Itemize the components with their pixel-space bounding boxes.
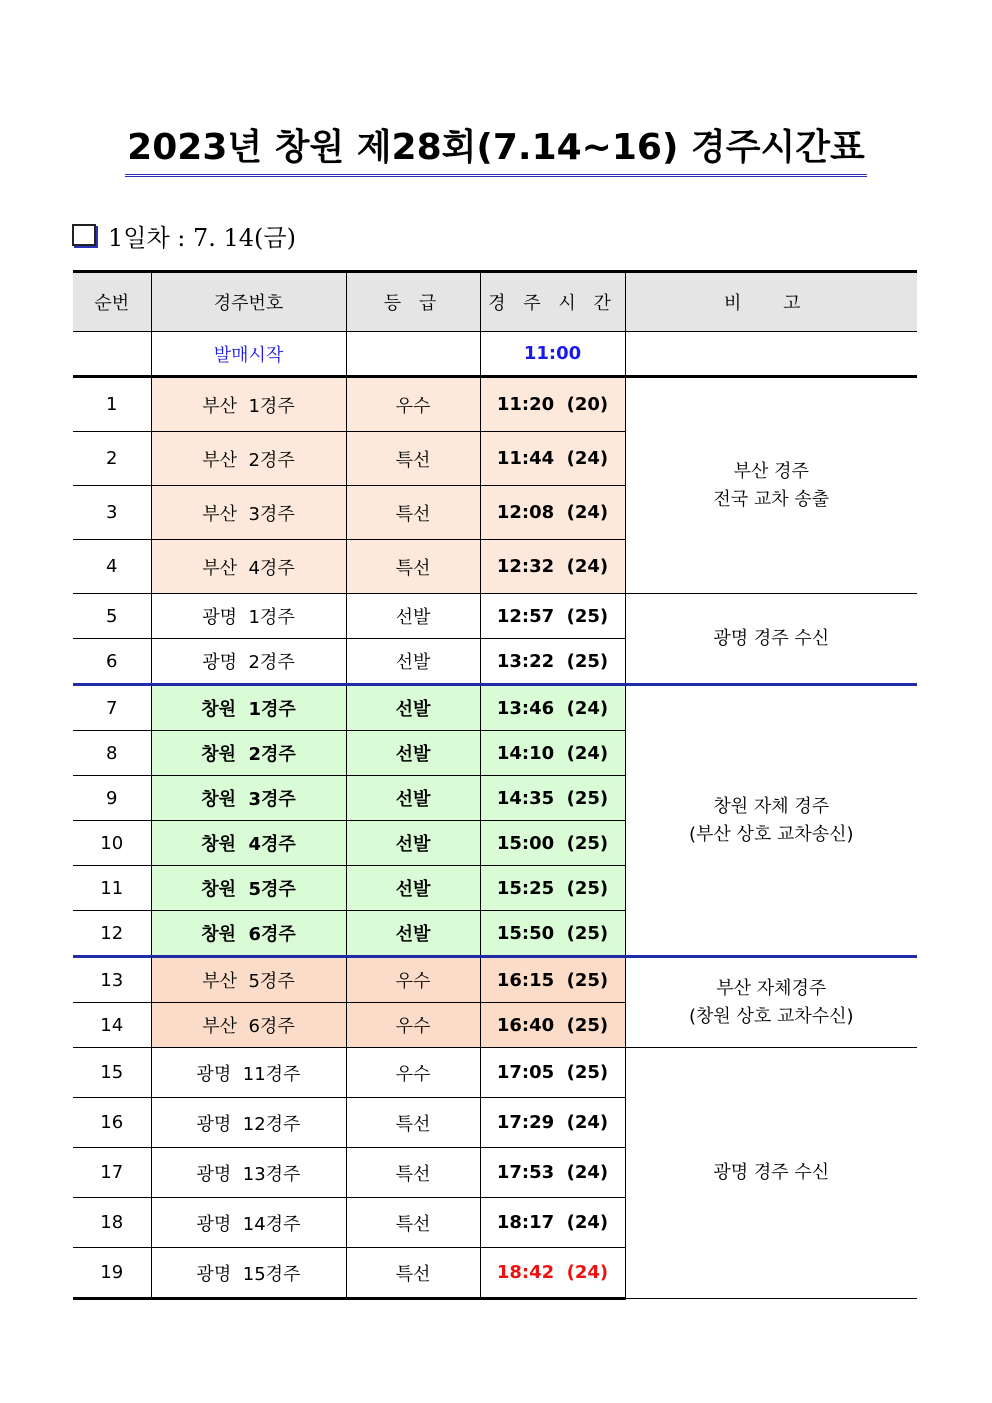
race-grade: 선발 (346, 731, 480, 776)
race-grade: 우수 (346, 377, 480, 432)
table-row (73, 685, 917, 731)
race-grade: 우수 (346, 1048, 480, 1098)
race-time: 17:53 (24) (480, 1148, 625, 1198)
race-grade: 선발 (346, 685, 480, 731)
race-grade: 우수 (346, 957, 480, 1003)
race-name: 창원 3경주 (151, 776, 346, 821)
header-race: 경주번호 (151, 272, 346, 332)
race-grade: 선발 (346, 594, 480, 639)
race-name: 부산 6경주 (151, 1003, 346, 1048)
race-name: 부산 1경주 (151, 377, 346, 432)
race-name: 창원 5경주 (151, 866, 346, 911)
race-name: 광명 2경주 (151, 639, 346, 685)
title-wrap (0, 124, 992, 177)
race-no: 3 (73, 486, 151, 540)
table-row (73, 594, 917, 639)
day-label: 1일차 : 7. 14(금) (108, 223, 296, 252)
race-no: 14 (73, 1003, 151, 1048)
race-name: 부산 3경주 (151, 486, 346, 540)
header-grade: 등 급 (346, 272, 480, 332)
sale-grade-cell (346, 332, 480, 377)
note-busan-self (625, 957, 917, 1048)
race-no: 11 (73, 866, 151, 911)
race-no: 17 (73, 1148, 151, 1198)
race-no: 6 (73, 639, 151, 685)
note-line: 창원 자체 경주 (713, 795, 830, 817)
race-time: 15:50 (25) (480, 911, 625, 957)
race-name: 광명 15경주 (151, 1248, 346, 1299)
race-time: 11:44 (24) (480, 432, 625, 486)
race-time: 13:22 (25) (480, 639, 625, 685)
race-time: 12:08 (24) (480, 486, 625, 540)
race-no: 1 (73, 377, 151, 432)
table-row (73, 377, 917, 432)
note-line: 전국 교차 송출 (713, 488, 830, 510)
sale-no-cell (73, 332, 151, 377)
race-time: 12:57 (25) (480, 594, 625, 639)
race-no: 10 (73, 821, 151, 866)
race-no: 16 (73, 1098, 151, 1148)
race-time: 14:10 (24) (480, 731, 625, 776)
page-title: 2023년 창원 제28회(7.14~16) 경주시간표 (125, 124, 867, 177)
race-name: 광명 13경주 (151, 1148, 346, 1198)
header-no: 순번 (73, 272, 151, 332)
note-gwangmyeong-a: 광명 경주 수신 (625, 594, 917, 685)
race-no: 7 (73, 685, 151, 731)
race-grade: 특선 (346, 1248, 480, 1299)
race-time-last: 18:42 (24) (480, 1248, 625, 1299)
race-no: 12 (73, 911, 151, 957)
note-changwon (625, 685, 917, 957)
race-time: 16:40 (25) (480, 1003, 625, 1048)
sale-start-label: 발매시작 (151, 332, 346, 377)
race-grade: 우수 (346, 1003, 480, 1048)
note-line: 부산 경주 (733, 460, 809, 482)
race-name: 광명 11경주 (151, 1048, 346, 1098)
race-no: 4 (73, 540, 151, 594)
race-time: 14:35 (25) (480, 776, 625, 821)
race-time: 15:25 (25) (480, 866, 625, 911)
race-no: 5 (73, 594, 151, 639)
race-no: 19 (73, 1248, 151, 1299)
race-time: 13:46 (24) (480, 685, 625, 731)
race-name: 창원 2경주 (151, 731, 346, 776)
note-gwangmyeong-b: 광명 경주 수신 (625, 1048, 917, 1299)
header-time: 경 주 시 간 (480, 272, 625, 332)
race-no: 13 (73, 957, 151, 1003)
race-name: 부산 2경주 (151, 432, 346, 486)
race-no: 2 (73, 432, 151, 486)
race-grade: 특선 (346, 486, 480, 540)
race-grade: 특선 (346, 432, 480, 486)
race-name: 광명 1경주 (151, 594, 346, 639)
table-row (73, 1048, 917, 1098)
race-grade: 선발 (346, 866, 480, 911)
note-line: (부산 상호 교차송신) (688, 823, 854, 845)
race-name: 부산 5경주 (151, 957, 346, 1003)
race-no: 15 (73, 1048, 151, 1098)
race-time: 17:29 (24) (480, 1098, 625, 1148)
race-grade: 특선 (346, 1198, 480, 1248)
sale-start-row (73, 332, 917, 377)
race-time: 12:32 (24) (480, 540, 625, 594)
checkbox-icon (72, 224, 96, 246)
sale-note-cell (625, 332, 917, 377)
note-line: (창원 상호 교차수신) (688, 1005, 854, 1027)
race-name: 부산 4경주 (151, 540, 346, 594)
race-time: 11:20 (20) (480, 377, 625, 432)
race-name: 창원 1경주 (151, 685, 346, 731)
race-time: 18:17 (24) (480, 1198, 625, 1248)
race-schedule-table (73, 270, 917, 1300)
race-name: 창원 4경주 (151, 821, 346, 866)
table-row (73, 957, 917, 1003)
race-no: 18 (73, 1198, 151, 1248)
race-grade: 특선 (346, 540, 480, 594)
race-no: 8 (73, 731, 151, 776)
race-time: 17:05 (25) (480, 1048, 625, 1098)
race-name: 광명 14경주 (151, 1198, 346, 1248)
day-heading (72, 219, 296, 251)
sale-start-time: 11:00 (480, 332, 625, 377)
race-grade: 특선 (346, 1148, 480, 1198)
race-time: 15:00 (25) (480, 821, 625, 866)
note-busan (625, 377, 917, 594)
race-grade: 특선 (346, 1098, 480, 1148)
race-grade: 선발 (346, 776, 480, 821)
race-no: 9 (73, 776, 151, 821)
race-name: 창원 6경주 (151, 911, 346, 957)
race-time: 16:15 (25) (480, 957, 625, 1003)
header-note: 비 고 (625, 272, 917, 332)
header-row (73, 272, 917, 332)
race-name: 광명 12경주 (151, 1098, 346, 1148)
race-grade: 선발 (346, 821, 480, 866)
race-grade: 선발 (346, 639, 480, 685)
race-grade: 선발 (346, 911, 480, 957)
note-line: 부산 자체경주 (716, 977, 827, 999)
